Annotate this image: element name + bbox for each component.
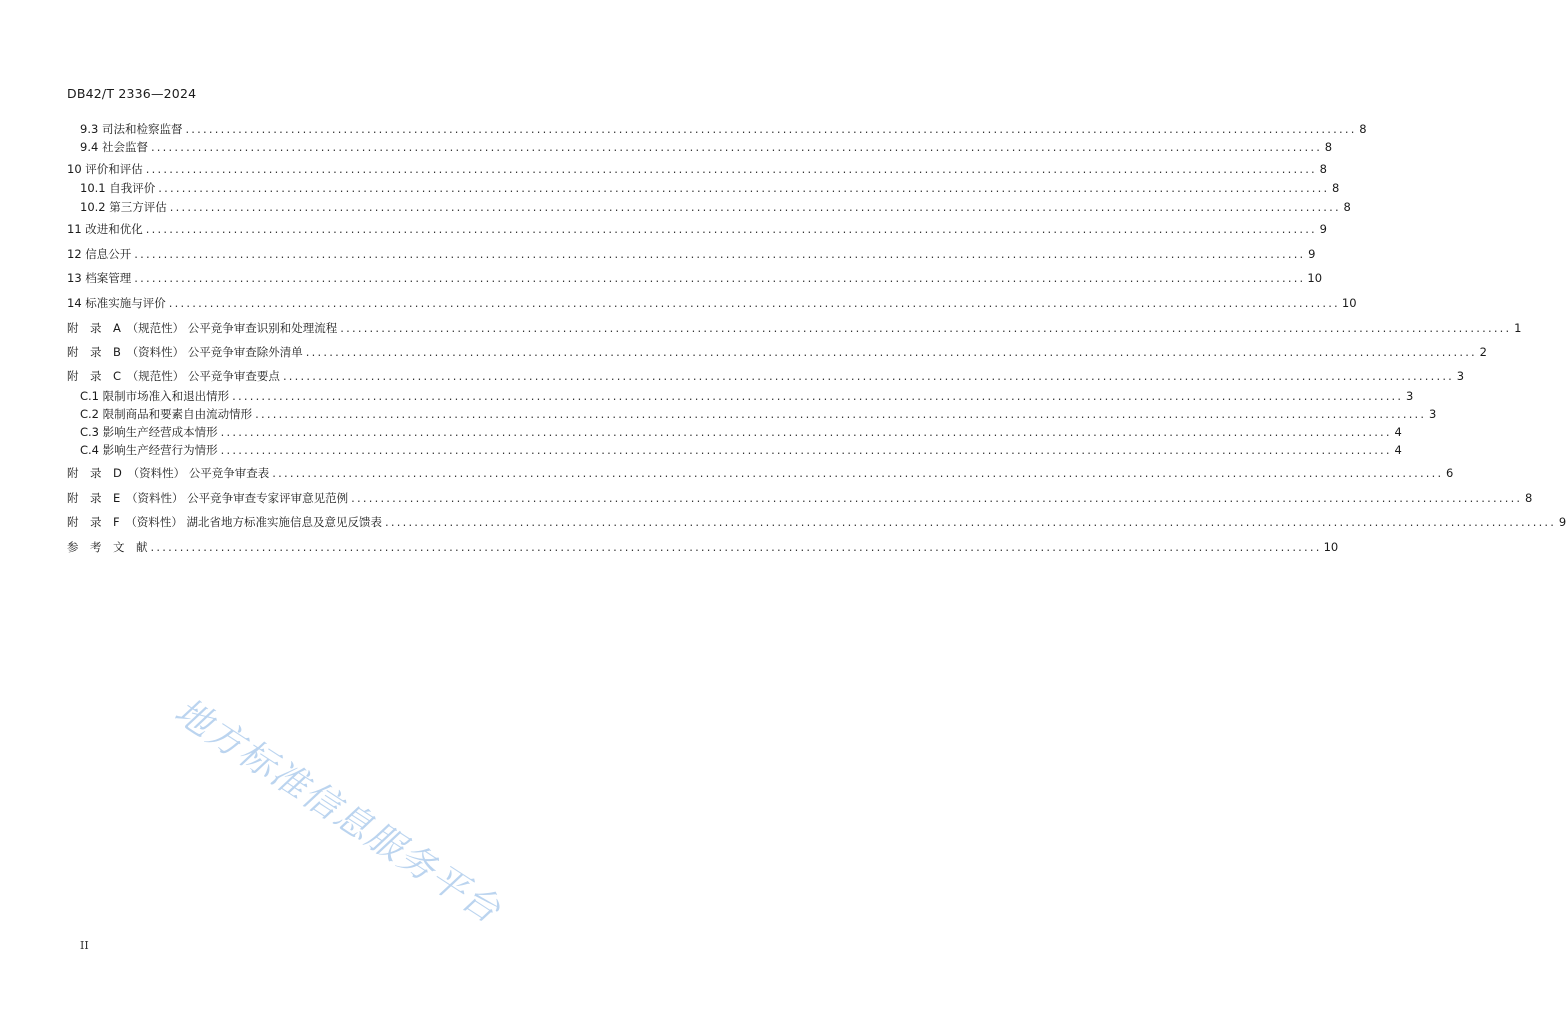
document-code: DB42/T 2336—2024 bbox=[67, 86, 197, 101]
toc-leader-dots: ........................................................................................................................................................................................................ bbox=[220, 443, 1392, 457]
toc-entry-11[interactable] bbox=[67, 221, 1327, 237]
toc-leader-dots: ........................................................................................................................................................................................................ bbox=[255, 407, 1427, 421]
toc-entry-9-4[interactable] bbox=[80, 139, 1333, 155]
toc-entry-references[interactable] bbox=[67, 539, 1339, 555]
toc-leader-dots: ........................................................................................................................................................................................................ bbox=[145, 222, 1317, 236]
toc-leader-dots: ........................................................................................................................................................................................................ bbox=[305, 345, 1477, 359]
toc-entry-page: 8 bbox=[1524, 491, 1533, 505]
toc-entry-page: 4 bbox=[1394, 425, 1402, 439]
toc-entry-appendix-d[interactable] bbox=[67, 465, 1454, 481]
toc-entry-page: 10 bbox=[1341, 296, 1357, 310]
toc-leader-dots: ........................................................................................................................................................................................................ bbox=[351, 491, 1523, 505]
toc-entry-title: 13 档案管理 bbox=[67, 271, 132, 285]
toc-entry-title: 附 录 C （规范性） 公平竞争审查要点 bbox=[67, 369, 280, 383]
toc-entry-10[interactable] bbox=[67, 161, 1327, 177]
toc-entry-12[interactable] bbox=[67, 246, 1316, 262]
toc-entry-title: C.4 影响生产经营行为情形 bbox=[80, 443, 218, 457]
toc-entry-page: 2 bbox=[1479, 345, 1487, 359]
toc-entry-title: 10 评价和评估 bbox=[67, 162, 143, 176]
toc-entry-page: 1 bbox=[1514, 321, 1522, 335]
page-number: II bbox=[80, 939, 89, 952]
toc-entry-title: 12 信息公开 bbox=[67, 247, 132, 261]
toc-entry-9-3[interactable] bbox=[80, 121, 1367, 137]
toc-entry-title: 9.3 司法和检察监督 bbox=[80, 122, 183, 136]
toc-entry-page: 8 bbox=[1324, 140, 1333, 154]
toc-entry-10-1[interactable] bbox=[80, 180, 1340, 196]
toc-entry-page: 8 bbox=[1359, 122, 1367, 136]
toc-entry-page: 6 bbox=[1446, 466, 1454, 480]
watermark-text: 地方标准信息服务平台 bbox=[167, 690, 509, 933]
toc-entry-title: 附 录 A （规范性） 公平竞争审查识别和处理流程 bbox=[67, 321, 338, 335]
toc-entry-page: 9 bbox=[1308, 247, 1316, 261]
toc-entry-14[interactable] bbox=[67, 295, 1357, 311]
toc-leader-dots: ........................................................................................................................................................................................................ bbox=[134, 271, 1306, 285]
toc-entry-appendix-e[interactable] bbox=[67, 490, 1533, 506]
toc-entry-title: 14 标准实施与评价 bbox=[67, 296, 166, 310]
toc-entry-appendix-b[interactable] bbox=[67, 344, 1487, 360]
toc-entry-title: 附 录 D （资料性） 公平竞争审查表 bbox=[67, 466, 270, 480]
toc-leader-dots: ........................................................................................................................................................................................................ bbox=[220, 425, 1392, 439]
toc-entry-page: 3 bbox=[1456, 369, 1465, 383]
toc-entry-c-3[interactable] bbox=[80, 424, 1402, 440]
toc-entry-title: 10.1 自我评价 bbox=[80, 181, 156, 195]
toc-leader-dots: ........................................................................................................................................................................................................ bbox=[169, 200, 1341, 214]
toc-leader-dots: ........................................................................................................................................................................................................ bbox=[168, 296, 1340, 310]
toc-leader-dots: ........................................................................................................................................................................................................ bbox=[340, 321, 1512, 335]
toc-entry-title: 附 录 F （资料性） 湖北省地方标准实施信息及意见反馈表 bbox=[67, 515, 383, 529]
toc-entry-10-2[interactable] bbox=[80, 199, 1351, 215]
toc-entry-title: 9.4 社会监督 bbox=[80, 140, 148, 154]
toc-entry-page: 8 bbox=[1343, 200, 1351, 214]
toc-entry-page: 8 bbox=[1319, 162, 1327, 176]
toc-leader-dots: ........................................................................................................................................................................................................ bbox=[385, 515, 1557, 529]
toc-entry-page: 9 bbox=[1558, 515, 1566, 529]
toc-leader-dots: ........................................................................................................................................................................................................ bbox=[282, 369, 1455, 383]
toc-entry-title: C.3 影响生产经营成本情形 bbox=[80, 425, 218, 439]
toc-leader-dots: ........................................................................................................................................................................................................ bbox=[232, 389, 1404, 403]
toc-leader-dots: ........................................................................................................................................................................................................ bbox=[145, 162, 1317, 176]
toc-entry-title: C.2 限制商品和要素自由流动情形 bbox=[80, 407, 253, 421]
toc-entry-page: 3 bbox=[1428, 407, 1437, 421]
toc-entry-13[interactable] bbox=[67, 270, 1323, 286]
toc-leader-dots: ........................................................................................................................................................................................................ bbox=[134, 247, 1306, 261]
toc-entry-page: 9 bbox=[1319, 222, 1327, 236]
toc-entry-appendix-a[interactable] bbox=[67, 320, 1522, 336]
toc-leader-dots: ........................................................................................................................................................................................................ bbox=[150, 540, 1322, 554]
toc-leader-dots: ........................................................................................................................................................................................................ bbox=[158, 181, 1330, 195]
toc-entry-appendix-c[interactable] bbox=[67, 368, 1465, 384]
toc-entry-page: 10 bbox=[1307, 271, 1323, 285]
toc-entry-title: 附 录 E （资料性） 公平竞争审查专家评审意见范例 bbox=[67, 491, 349, 505]
toc-entry-title: 参 考 文 献 bbox=[67, 540, 148, 554]
toc-entry-title: C.1 限制市场准入和退出情形 bbox=[80, 389, 230, 403]
toc-entry-c-2[interactable] bbox=[80, 406, 1437, 422]
toc-entry-title: 附 录 B （资料性） 公平竞争审查除外清单 bbox=[67, 345, 303, 359]
toc-entry-page: 4 bbox=[1394, 443, 1402, 457]
toc-entry-c-1[interactable] bbox=[80, 388, 1414, 404]
toc-entry-page: 10 bbox=[1323, 540, 1339, 554]
toc-entry-page: 3 bbox=[1405, 389, 1414, 403]
toc-entry-title: 11 改进和优化 bbox=[67, 222, 143, 236]
toc-entry-c-4[interactable] bbox=[80, 442, 1402, 458]
toc-entry-title: 10.2 第三方评估 bbox=[80, 200, 167, 214]
toc-leader-dots: ........................................................................................................................................................................................................ bbox=[185, 122, 1357, 136]
toc-leader-dots: ........................................................................................................................................................................................................ bbox=[272, 466, 1444, 480]
toc-leader-dots: ........................................................................................................................................................................................................ bbox=[150, 140, 1323, 154]
toc-entry-page: 8 bbox=[1332, 181, 1340, 195]
toc-entry-appendix-f[interactable] bbox=[67, 514, 1566, 530]
